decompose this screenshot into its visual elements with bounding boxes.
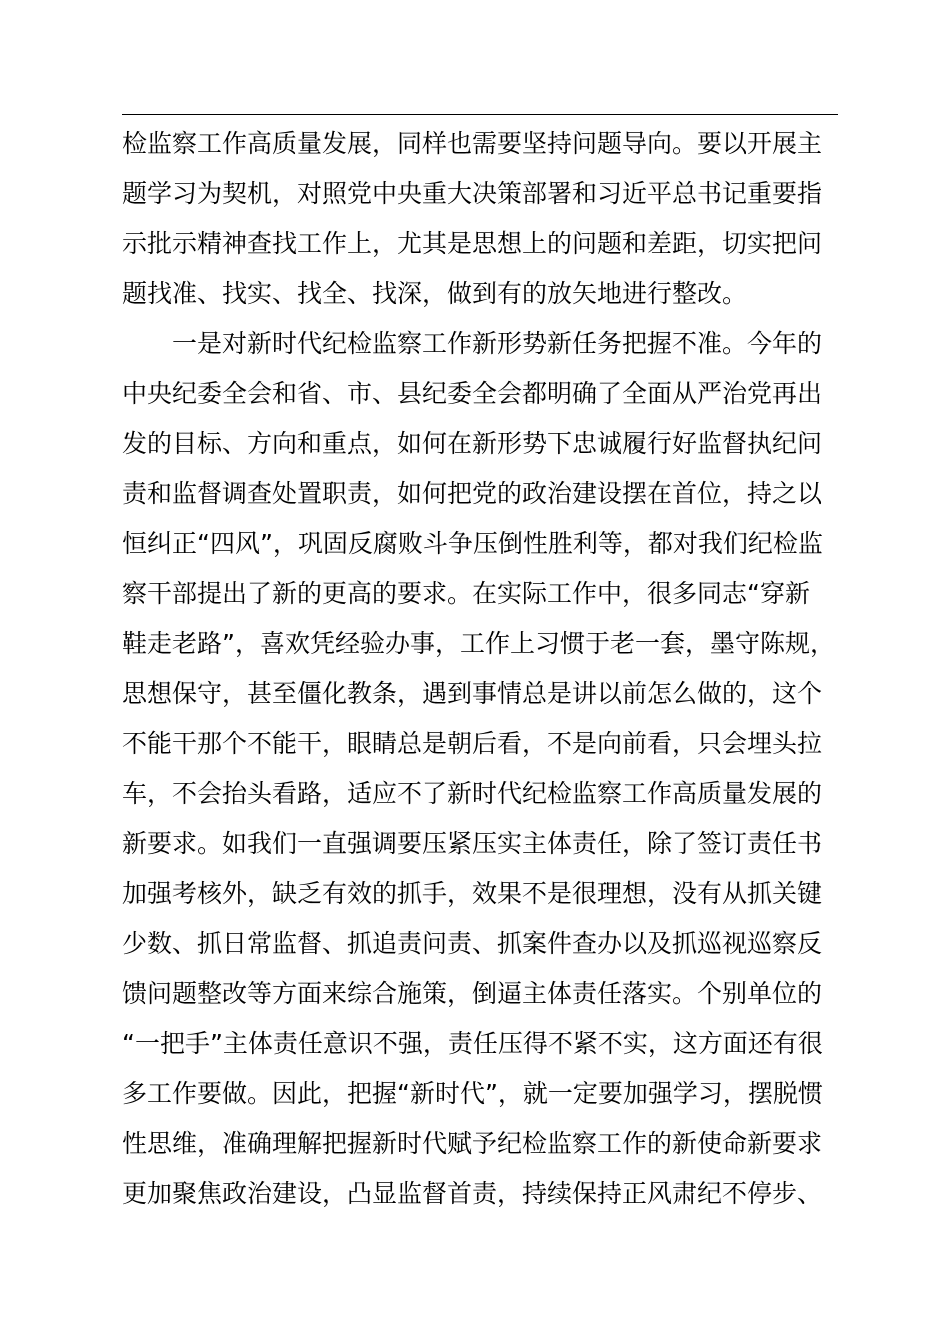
text-line: 新要求。如我们一直强调要压紧压实主体责任，除了签订责任书 [122,829,823,858]
text-line: “一把手”主体责任意识不强，责任压得不紧不实，这方面还有很 [122,1029,823,1058]
text-line: 责和监督调查处置职责，如何把党的政治建设摆在首位，持之以 [122,479,823,508]
text-line: 不能干那个不能干，眼睛总是朝后看，不是向前看，只会埋头拉 [122,729,823,758]
text-line: 题找准、找实、找全、找深，做到有的放矢地进行整改。 [122,279,748,308]
text-line: 察干部提出了新的更高的要求。在实际工作中，很多同志“穿新 [122,579,810,608]
text-line: 发的目标、方向和重点，如何在新形势下忠诚履行好监督执纪问 [122,429,823,458]
text-line: 检监察工作高质量发展，同样也需要坚持问题导向。要以开展主 [122,129,823,158]
text-line: 思想保守，甚至僵化教条，遇到事情总是讲以前怎么做的，这个 [122,679,823,708]
text-line: 题学习为契机，对照党中央重大决策部署和习近平总书记重要指 [122,179,823,208]
text-line: 示批示精神查找工作上，尤其是思想上的问题和差距，切实把问 [122,229,823,258]
text-line: 少数、抓日常监督、抓追责问责、抓案件查办以及抓巡视巡察反 [122,929,823,958]
text-line: 多工作要做。因此，把握“新时代”，就一定要加强学习，摆脱惯 [122,1079,823,1108]
text-line: 性思维，准确理解把握新时代赋予纪检监察工作的新使命新要求 [122,1129,823,1158]
text-line: 车，不会抬头看路，适应不了新时代纪检监察工作高质量发展的 [122,779,823,808]
text-line: 馈问题整改等方面来综合施策，倒逼主体责任落实。个别单位的 [122,979,823,1008]
text-line: 中央纪委全会和省、市、县纪委全会都明确了全面从严治党再出 [122,379,823,408]
text-line: 恒纠正“四风”，巩固反腐败斗争压倒性胜利等，都对我们纪检监 [122,529,823,558]
paragraph-start-line: 一是对新时代纪检监察工作新形势新任务把握不准。今年的 [122,329,823,358]
text-line: 更加聚焦政治建设，凸显监督首责，持续保持正风肃纪不停步、 [122,1179,823,1208]
text-line: 加强考核外，缺乏有效的抓手，效果不是很理想，没有从抓关键 [122,879,823,908]
header-rule [122,114,838,115]
text-line: 鞋走老路”，喜欢凭经验办事，工作上习惯于老一套，墨守陈规， [122,629,835,658]
